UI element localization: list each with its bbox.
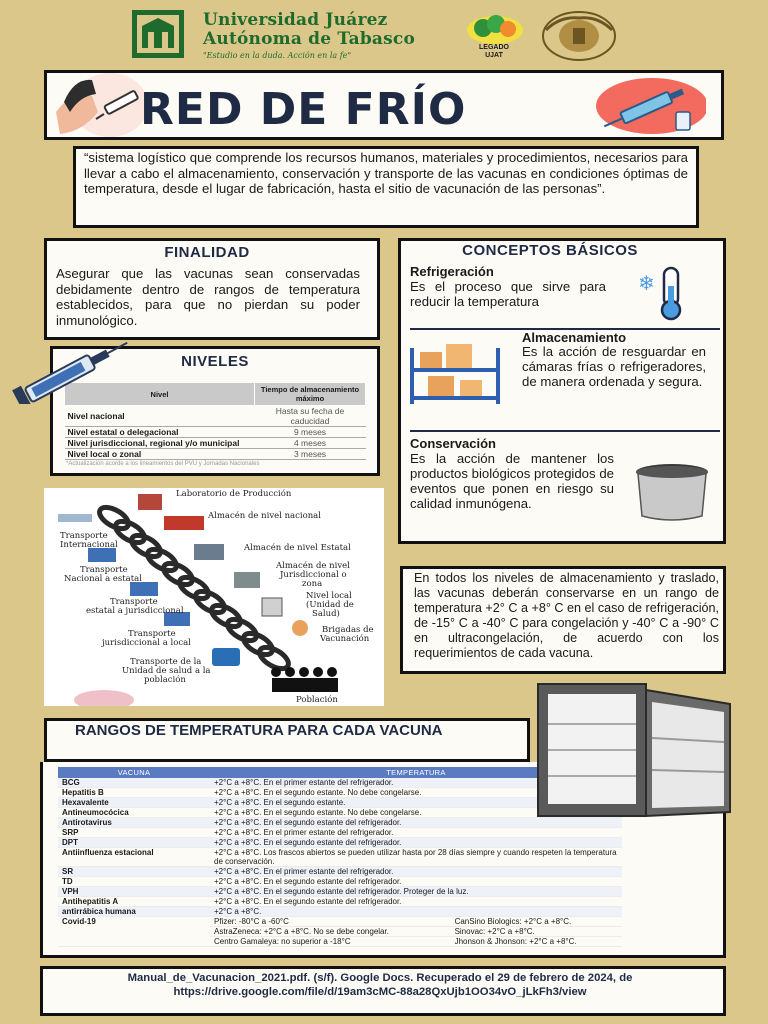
nivel-time: Hasta su fecha de caducidad [255, 406, 366, 427]
rangos-text: En todos los niveles de almacenamiento y traslado, las vacunas deberán conservarse en un rango de temperatura +2° C a +8° C en el caso de refrigeración, de -15° C a -40° C para congelación y -40° C a -90° C en ultracongelación, de acuerdo con los requerimientos de cada vacuna. [414, 571, 719, 660]
table-row [65, 406, 366, 427]
nivel-name: Nivel nacional [65, 406, 255, 427]
chain-transporte-internacional-1: Transporte [60, 531, 108, 541]
syringe-icon [8, 338, 136, 404]
covid-sinovac: Sinovac: +2°C a +8°C. [451, 927, 622, 937]
vaccine-temp: +2°C a +8°C. En el primer estante del refrigerador. [210, 867, 622, 877]
vaccine-temp: +2°C a +8°C. En el primer estante del refrigerador. [210, 828, 622, 838]
chain-transporte-unidad-1: Transporte de la [130, 657, 202, 667]
table-row [58, 917, 622, 927]
vaccine-name: Hexavalente [58, 798, 210, 808]
vaccine-temp: +2°C a +8°C. En el segundo estante del refrigerador. Proteger de la luz. [210, 887, 622, 897]
chain-almacen-nacional: Almacén de nivel nacional [208, 511, 321, 521]
table-row [58, 867, 622, 877]
refrigeracion-text: Es el proceso que sirve para reducir la temperatura [410, 279, 606, 309]
niveles-header-nivel: Nivel [65, 383, 255, 406]
table-row [58, 838, 622, 848]
svg-text:❄: ❄ [638, 271, 655, 295]
table-row [65, 449, 366, 460]
chain-brigadas-1: Brigadas de [322, 625, 374, 635]
syringe-icon [594, 76, 706, 136]
chain-transporte-local-2: jurisdiccional a local [102, 638, 191, 648]
vaccine-temp: +2°C a +8°C. [210, 907, 622, 917]
divider [410, 430, 720, 432]
vaccine-name: SR [58, 867, 210, 877]
vaccine-temp: +2°C a +8°C. En el primer estante del refrigerador. [210, 778, 622, 788]
vaccine-temp: +2°C a +8°C. En el segundo estante. No debe congelarse. [210, 788, 622, 798]
crest-icon [540, 10, 618, 62]
vaccine-table-title: RANGOS DE TEMPERATURA PARA CADA VACUNA [75, 722, 443, 739]
covid-jhonson: Jhonson & Jhonson: +2°C a +8°C. [451, 937, 622, 947]
table-row [58, 828, 622, 838]
legado-label: LEGADO [479, 44, 509, 51]
chain-nivel-local-3: Salud) [312, 609, 340, 619]
shelf-boxes-icon [406, 338, 506, 406]
container-icon [632, 462, 712, 524]
university-name-line2: Autónoma de Tabasco [203, 29, 415, 49]
almacenamiento-text: Es la acción de resguardar en cámaras frías o refrigeradores, de manera ordenada y segura. [522, 344, 706, 389]
cold-chain-diagram [44, 488, 384, 706]
covid-astrazeneca: AstraZeneca: +2°C a +8°C. No se debe congelar. [210, 927, 451, 937]
vaccine-name: Covid-19 [58, 917, 210, 947]
chain-nivel-local-1: Nivel local [306, 591, 352, 601]
chain-almacen-jurisd-3: zona [302, 579, 323, 589]
table-row [58, 897, 622, 907]
syringe-arm-icon [52, 72, 148, 138]
thermometer-icon [636, 264, 696, 322]
chain-nivel-local-2: (Unidad de [306, 600, 354, 610]
table-row [65, 438, 366, 449]
footer-reference: Manual_de_Vacunacion_2021.pdf. (s/f). Google Docs. Recuperado el 29 de febrero de 2024, de https://drive.google.com/file/d/19am3cMC-88a28QxUjb1OO34vO_jLkFh3/view [127, 972, 633, 998]
chain-transporte-estatal-1: Transporte [110, 597, 158, 607]
vaccine-temp: +2°C a +8°C. En el segundo estante del refrigerador. [210, 818, 622, 828]
table-row [58, 907, 622, 917]
niveles-header-tiempo: Tiempo de almacenamiento máximo [255, 383, 366, 406]
almacenamiento-title: Almacenamiento [522, 330, 627, 345]
chain-laboratorio: Laboratorio de Producción [176, 489, 292, 499]
vaccine-name: Antihepatitis A [58, 897, 210, 907]
covid-pfizer: Pfizer: -80°C a -60°C [210, 917, 451, 927]
university-seal-icon [130, 8, 186, 60]
chain-transporte-unidad-2: Unidad de salud a la [122, 666, 211, 676]
refrigerator-icon [534, 680, 740, 820]
chain-almacen-estatal: Almacén de nivel Estatal [244, 543, 351, 553]
covid-gamaleya: Centro Gamaleya: no superior a -18°C [210, 937, 451, 947]
vaccine-name: Antineumocócica [58, 808, 210, 818]
table-row [58, 887, 622, 897]
vaccine-name: BCG [58, 778, 210, 788]
table-row [65, 427, 366, 438]
vaccine-name: DPT [58, 838, 210, 848]
chain-icon [44, 488, 384, 706]
chain-almacen-jurisd-1: Almacén de nivel [276, 561, 350, 571]
chain-transporte-nacional-1: Transporte [80, 565, 128, 575]
university-name-line1: Universidad Juárez [203, 10, 388, 30]
chain-transporte-internacional-2: Internacional [60, 540, 118, 550]
vaccine-temp: +2°C a +8°C. En el segundo estante del refrigerador. [210, 897, 622, 907]
conservacion-text: Es la acción de mantener los productos biológicos protegidos de eventos que ponen en riesgo su calidad inmunógena. [410, 451, 614, 511]
refrigeracion-title: Refrigeración [410, 264, 494, 279]
chain-brigadas-2: Vacunación [320, 634, 370, 644]
conservacion-title: Conservación [410, 436, 496, 451]
covid-cansino: CanSino Biologics: +2°C a +8°C. [451, 917, 622, 927]
chain-poblacion: Población [296, 695, 338, 705]
nivel-name: Nivel local o zonal [65, 449, 255, 460]
vaccine-name: Antiinfluenza estacional [58, 848, 210, 867]
nivel-time: 9 meses [255, 427, 366, 438]
vaccine-temp: +2°C a +8°C. En el segundo estante. [210, 798, 622, 808]
vaccine-name: VPH [58, 887, 210, 897]
vaccine-name: SRP [58, 828, 210, 838]
vaccine-name: Antirotavirus [58, 818, 210, 828]
legado-caption [468, 44, 520, 60]
table-row [58, 877, 622, 887]
nivel-time: 3 meses [255, 449, 366, 460]
vaccine-header-temperatura: TEMPERATURA [210, 767, 622, 778]
vaccine-temp: +2°C a +8°C. En el segundo estante. No debe congelarse. [210, 808, 622, 818]
finalidad-title: FINALIDAD [164, 244, 250, 261]
table-row [58, 848, 622, 867]
nivel-name: Nivel estatal o delegacional [65, 427, 255, 438]
chain-almacen-jurisd-2: Jurisdiccional o [280, 570, 347, 580]
vaccine-header-vacuna: VACUNA [58, 767, 210, 778]
vaccine-temp: +2°C a +8°C. En el segundo estante del refrigerador. [210, 877, 622, 887]
vaccine-name: antirrábica humana [58, 907, 210, 917]
university-motto: "Estudio en la duda. Acción en la fe" [203, 51, 352, 60]
conceptos-title: CONCEPTOS BÁSICOS [462, 242, 638, 259]
chain-transporte-nacional-2: Nacional a estatal [64, 574, 142, 584]
nivel-name: Nivel jurisdiccional, regional y/o municipal [65, 438, 255, 449]
chain-transporte-estatal-2: estatal a jurisdiccional [86, 606, 184, 616]
niveles-title: NIVELES [181, 353, 249, 370]
niveles-note: *Actualización acorde a los lineamientos del PVU y Jornadas Nacionales [66, 461, 260, 467]
nivel-time: 4 meses [255, 438, 366, 449]
page-title: RED DE FRÍO [140, 84, 467, 135]
chain-transporte-local-1: Transporte [128, 629, 176, 639]
vaccine-name: Hepatitis B [58, 788, 210, 798]
vaccine-temp: +2°C a +8°C. Los frascos abiertos se pueden utilizar hasta por 28 días siempre y cuando respeten la temperatura de conservación. [210, 848, 622, 867]
definition-text: “sistema logístico que comprende los recursos humanos, materiales y procedimientos, necesarios para llevar a cabo el almacenamiento, conservación y transporte de las vacunas en condiciones óptimas de temperatura, desde el lugar de fabricación, hasta el sitio de vacunación de las personas”. [84, 150, 688, 196]
ujat-label: UJAT [485, 52, 503, 59]
finalidad-text: Asegurar que las vacunas sean conservadas debidamente dentro de rangos de temperatura establecidos, para que no pierdan su poder inmunológico. [56, 266, 360, 328]
vaccine-temp: +2°C a +8°C. En el segundo estante del refrigerador. [210, 838, 622, 848]
chain-transporte-unidad-3: población [144, 675, 186, 685]
vaccine-name: TD [58, 877, 210, 887]
